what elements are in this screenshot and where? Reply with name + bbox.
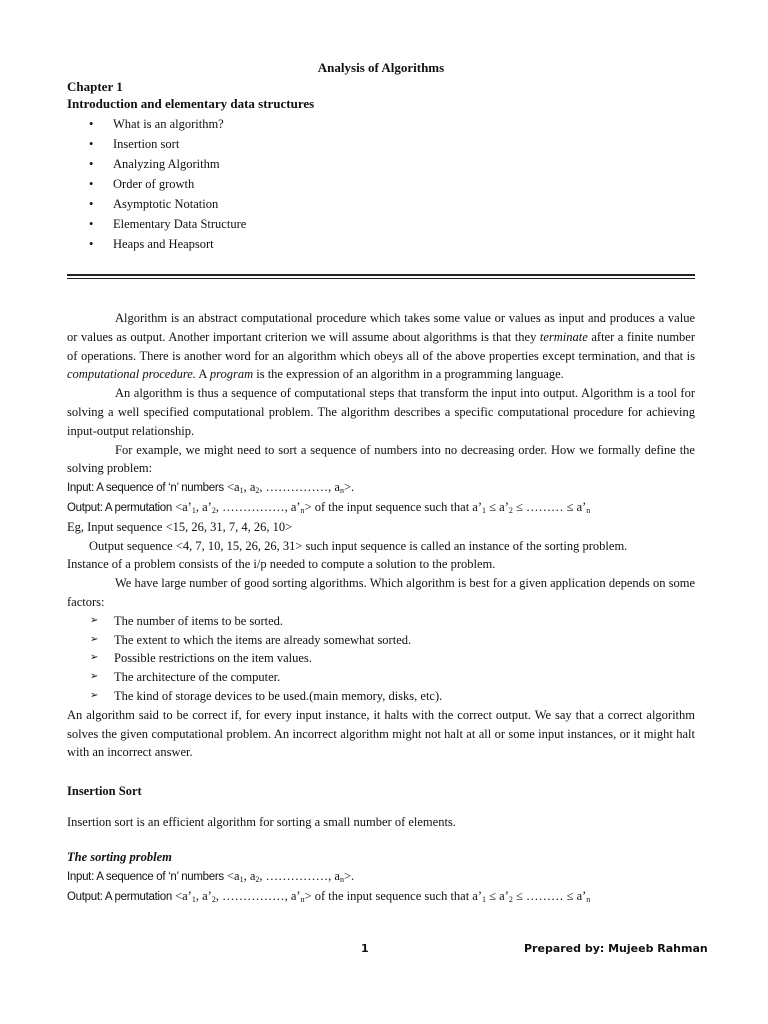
paragraph-algorithm-sequence: An algorithm is thus a sequence of computational steps that transform the input into output. Algorithm is a tool for solving a well specified computational problem. The algorithm describes a specific computational procedure for achieving input-output relationship. <box>67 386 695 438</box>
factor-item: ➢ The extent to which the items are already somewhat sorted. <box>90 631 695 650</box>
topic-item: • Analyzing Algorithm <box>89 154 695 174</box>
page-number: 1 <box>361 942 369 955</box>
paragraph-correctness: An algorithm said to be correct if, for every input instance, it halts with the correct output. We say that a correct algorithm solves the given computational problem. An incorrect algorithm might not halt at all or some input instances, or it might halt with an incorrect answer. <box>67 707 695 760</box>
example-input: Eg, Input sequence <15, 26, 31, 7, 4, 26, 10> <box>67 519 293 534</box>
document-title: Analysis of Algorithms <box>317 60 445 75</box>
factor-item: ➢ Possible restrictions on the item values. <box>90 649 695 668</box>
factor-item: ➢ The architecture of the computer. <box>90 668 695 687</box>
paragraph-example: For example, we might need to sort a sequence of numbers into no decreasing order. How we formally define the solving problem: <box>67 442 695 476</box>
insertion-sort-heading: Insertion Sort <box>67 784 142 799</box>
instance-definition: Instance of a problem consists of the i/p needed to compute a solution to the problem. <box>67 557 496 572</box>
chapter-title: Introduction and elementary data structures <box>67 96 315 111</box>
topic-item: • Asymptotic Notation <box>89 194 695 214</box>
topic-item: • Elementary Data Structure <box>89 214 695 234</box>
input-definition-2: Input: A sequence of ‘n’ numbers $<a_1$, $a_2$, ……………, $a_n>$. <box>67 868 355 884</box>
topic-item: • Heaps and Heapsort <box>89 234 695 254</box>
output-definition: Output: A permutation $<a’_1$, $a’_2$, ……………, $a’_n>$ of the input sequence such that $a’_1$ ≤ $a’_2$ ≤ ……… ≤ $a’_n$ <box>67 499 591 515</box>
author-credit: Prepared by: Mujeeb Rahman <box>524 942 708 955</box>
input-definition: Input: A sequence of ‘n’ numbers $<a_1$, $a_2$, ……………, $a_n>$. <box>67 480 355 496</box>
paragraph-factors-intro: We have large number of good sorting algorithms. Which algorithm is best for a given application depends on some factors: <box>67 576 695 609</box>
paragraph-algorithm-definition: Algorithm is an abstract computational procedure which takes some value or values as input and produces a value or values as output. Another important criterion we will assume about algorithms is that they terminate after a finite number of operations. There is another word for an algorithm which obeys all of the above properties except termination, and that is computational procedure. A program is the expression of an algorithm in a programming language. <box>67 311 695 382</box>
chapter-label: Chapter 1 <box>67 79 123 94</box>
topic-item: • Insertion sort <box>89 134 695 154</box>
factor-list <box>67 612 695 706</box>
output-definition-2: Output: A permutation $<a’_1$, $a’_2$, ……………, $a’_n>$ of the input sequence such that $a’_1$ ≤ $a’_2$ ≤ ……… ≤ $a’_n$ <box>67 888 591 904</box>
factor-item: ➢ The kind of storage devices to be used.(main memory, disks, etc). <box>90 687 695 706</box>
sorting-problem-heading: The sorting problem <box>67 849 172 864</box>
factor-item: ➢ The number of items to be sorted. <box>90 612 695 631</box>
topic-item: • Order of growth <box>89 174 695 194</box>
topic-item: • What is an algorithm? <box>89 114 695 134</box>
topic-list <box>67 114 695 254</box>
example-output: Output sequence <4, 7, 10, 15, 26, 26, 31> such input sequence is called an instance of the sorting problem. <box>89 538 628 553</box>
insertion-sort-description: Insertion sort is an efficient algorithm for sorting a small number of elements. <box>67 815 456 830</box>
document-page <box>67 56 695 907</box>
